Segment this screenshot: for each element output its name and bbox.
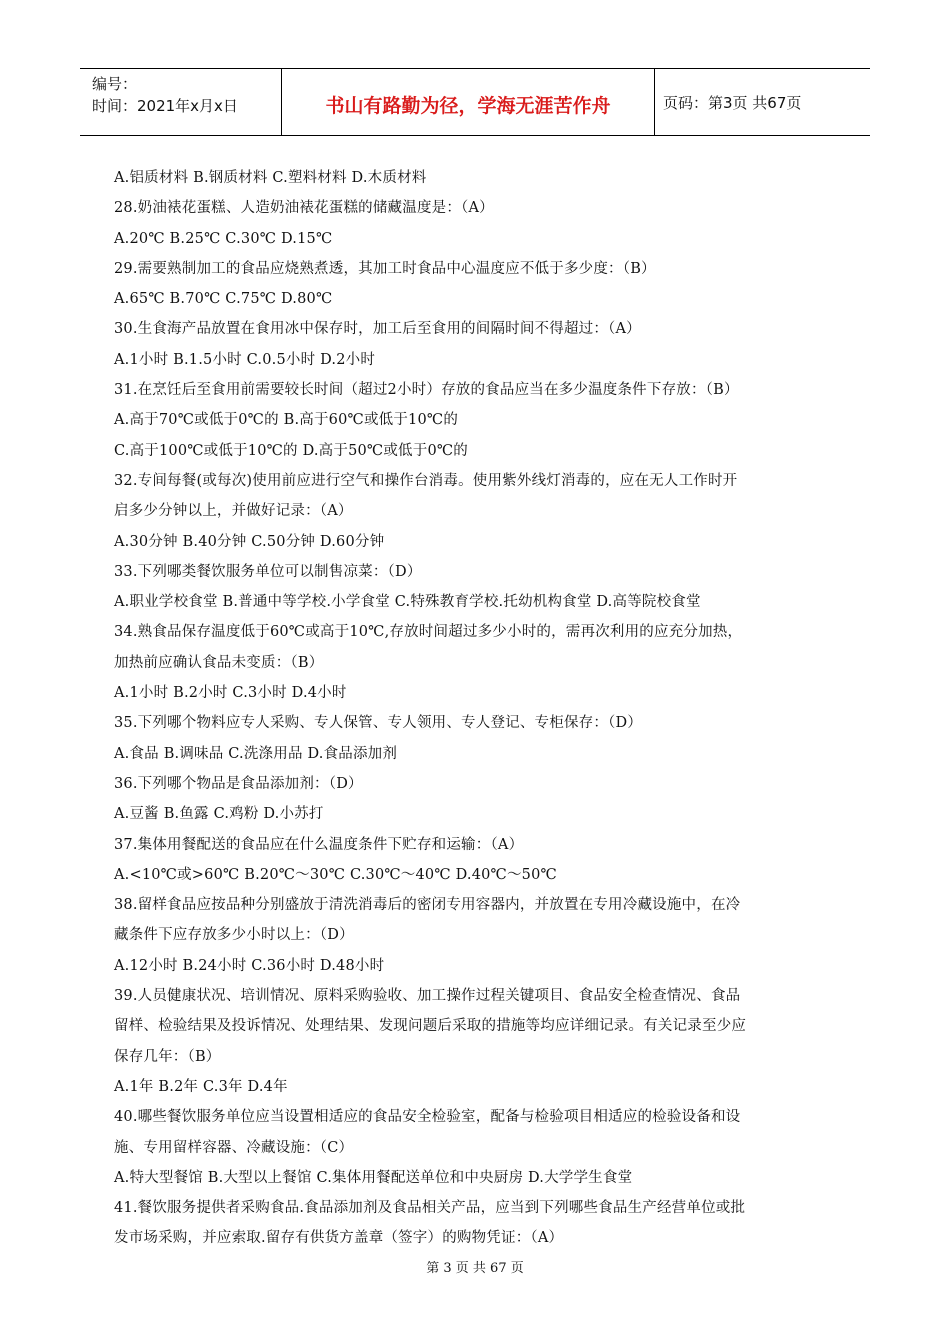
- body-line: A.12小时 B.24小时 C.36小时 D.48小时: [114, 957, 385, 974]
- body-line: 藏条件下应存放多少小时以上：（D）: [114, 927, 354, 944]
- body-line: 29.需要熟制加工的食品应烧熟煮透，其加工时食品中心温度应不低于多少度：（B）: [114, 260, 656, 277]
- body-line: A.高于70℃或低于0℃的 B.高于60℃或低于10℃的: [114, 412, 459, 429]
- body-line: 34.熟食品保存温度低于60℃或高于10℃,存放时间超过多少小时的，需再次利用的应充分加热，: [114, 624, 743, 641]
- body-line: 28.奶油裱花蛋糕、人造奶油裱花蛋糕的储藏温度是：（A）: [114, 200, 494, 217]
- header-motto: 书山有路勤为径，学海无涯苦作舟: [282, 69, 655, 135]
- body-line: 31.在烹饪后至食用前需要较长时间（超过2小时）存放的食品应当在多少温度条件下存放：（B）: [114, 382, 739, 399]
- body-line: 35.下列哪个物料应专人采购、专人保管、专人领用、专人登记、专柜保存：（D）: [114, 715, 643, 732]
- body-line: A.特大型餐馆 B.大型以上餐馆 C.集体用餐配送单位和中央厨房 D.大学学生食堂: [114, 1169, 633, 1186]
- document-number-label: 编号：: [92, 75, 138, 93]
- body-line: A.铝质材料 B.钢质材料 C.塑料材料 D.木质材料: [114, 170, 427, 186]
- body-line: 38.留样食品应按品种分别盛放于清洗消毒后的密闭专用容器内，并放置在专用冷藏设施中，在冷: [114, 897, 741, 914]
- page-footer: [0, 1257, 950, 1276]
- body-line: A.20℃ B.25℃ C.30℃ D.15℃: [114, 230, 333, 247]
- body-line: C.高于100℃或低于10℃的 D.高于50℃或低于0℃的: [114, 442, 468, 459]
- document-time-label: 时间：2021年x月x日: [92, 97, 238, 115]
- body-line: A.职业学校食堂 B.普通中等学校.小学食堂 C.特殊教育学校.托幼机构食堂 D.高等院校食堂: [114, 594, 701, 611]
- body-line: 32.专间每餐(或每次)使用前应进行空气和操作台消毒。使用紫外线灯消毒的，应在无人工作时开: [114, 472, 738, 489]
- document-body: [114, 163, 844, 1254]
- body-line: 39.人员健康状况、培训情况、原料采购验收、加工操作过程关键项目、食品安全检查情况、食品: [114, 988, 741, 1005]
- body-line: A.豆酱 B.鱼露 C.鸡粉 D.小苏打: [114, 806, 324, 823]
- body-line: A.1小时 B.2小时 C.3小时 D.4小时: [114, 685, 347, 702]
- body-line: 36.下列哪个物品是食品添加剂：（D）: [114, 775, 363, 792]
- body-line: A.65℃ B.70℃ C.75℃ D.80℃: [114, 291, 333, 308]
- body-line: A.1年 B.2年 C.3年 D.4年: [114, 1078, 288, 1095]
- body-line: 施、专用留样容器、冷藏设施：（C）: [114, 1139, 354, 1156]
- body-line: 30.生食海产品放置在食用冰中保存时，加工后至食用的间隔时间不得超过：（A）: [114, 321, 641, 338]
- body-line: 保存几年：（B）: [114, 1048, 221, 1065]
- body-line: 发市场采购，并应索取.留存有供货方盖章（签字）的购物凭证：（A）: [114, 1230, 564, 1247]
- footer-page-number: 第 3 页 共 67 页: [426, 1261, 524, 1276]
- body-line: 41.餐饮服务提供者采购食品.食品添加剂及食品相关产品，应当到下列哪些食品生产经营单位或批: [114, 1200, 746, 1217]
- body-line: A.<10℃或>60℃ B.20℃～30℃ C.30℃～40℃ D.40℃～50℃: [114, 866, 557, 883]
- page-header: [80, 68, 870, 136]
- body-line: A.30分钟 B.40分钟 C.50分钟 D.60分钟: [114, 533, 385, 550]
- body-line: 40.哪些餐饮服务单位应当设置相适应的食品安全检验室，配备与检验项目相适应的检验设备和设: [114, 1109, 741, 1126]
- body-line: 加热前应确认食品未变质：（B）: [114, 654, 324, 671]
- header-page-info: 页码：第3页 共67页: [663, 93, 802, 112]
- body-line: 37.集体用餐配送的食品应在什么温度条件下贮存和运输：（A）: [114, 836, 524, 853]
- body-line: 33.下列哪类餐饮服务单位可以制售凉菜：（D）: [114, 563, 422, 580]
- body-line: 启多少分钟以上，并做好记录：（A）: [114, 503, 353, 520]
- body-line: A.1小时 B.1.5小时 C.0.5小时 D.2小时: [114, 351, 376, 368]
- body-line: 留样、检验结果及投诉情况、处理结果、发现问题后采取的措施等均应详细记录。有关记录至少应: [114, 1018, 747, 1035]
- header-meta: [80, 69, 282, 135]
- body-line: A.食品 B.调味品 C.洗涤用品 D.食品添加剂: [114, 745, 398, 762]
